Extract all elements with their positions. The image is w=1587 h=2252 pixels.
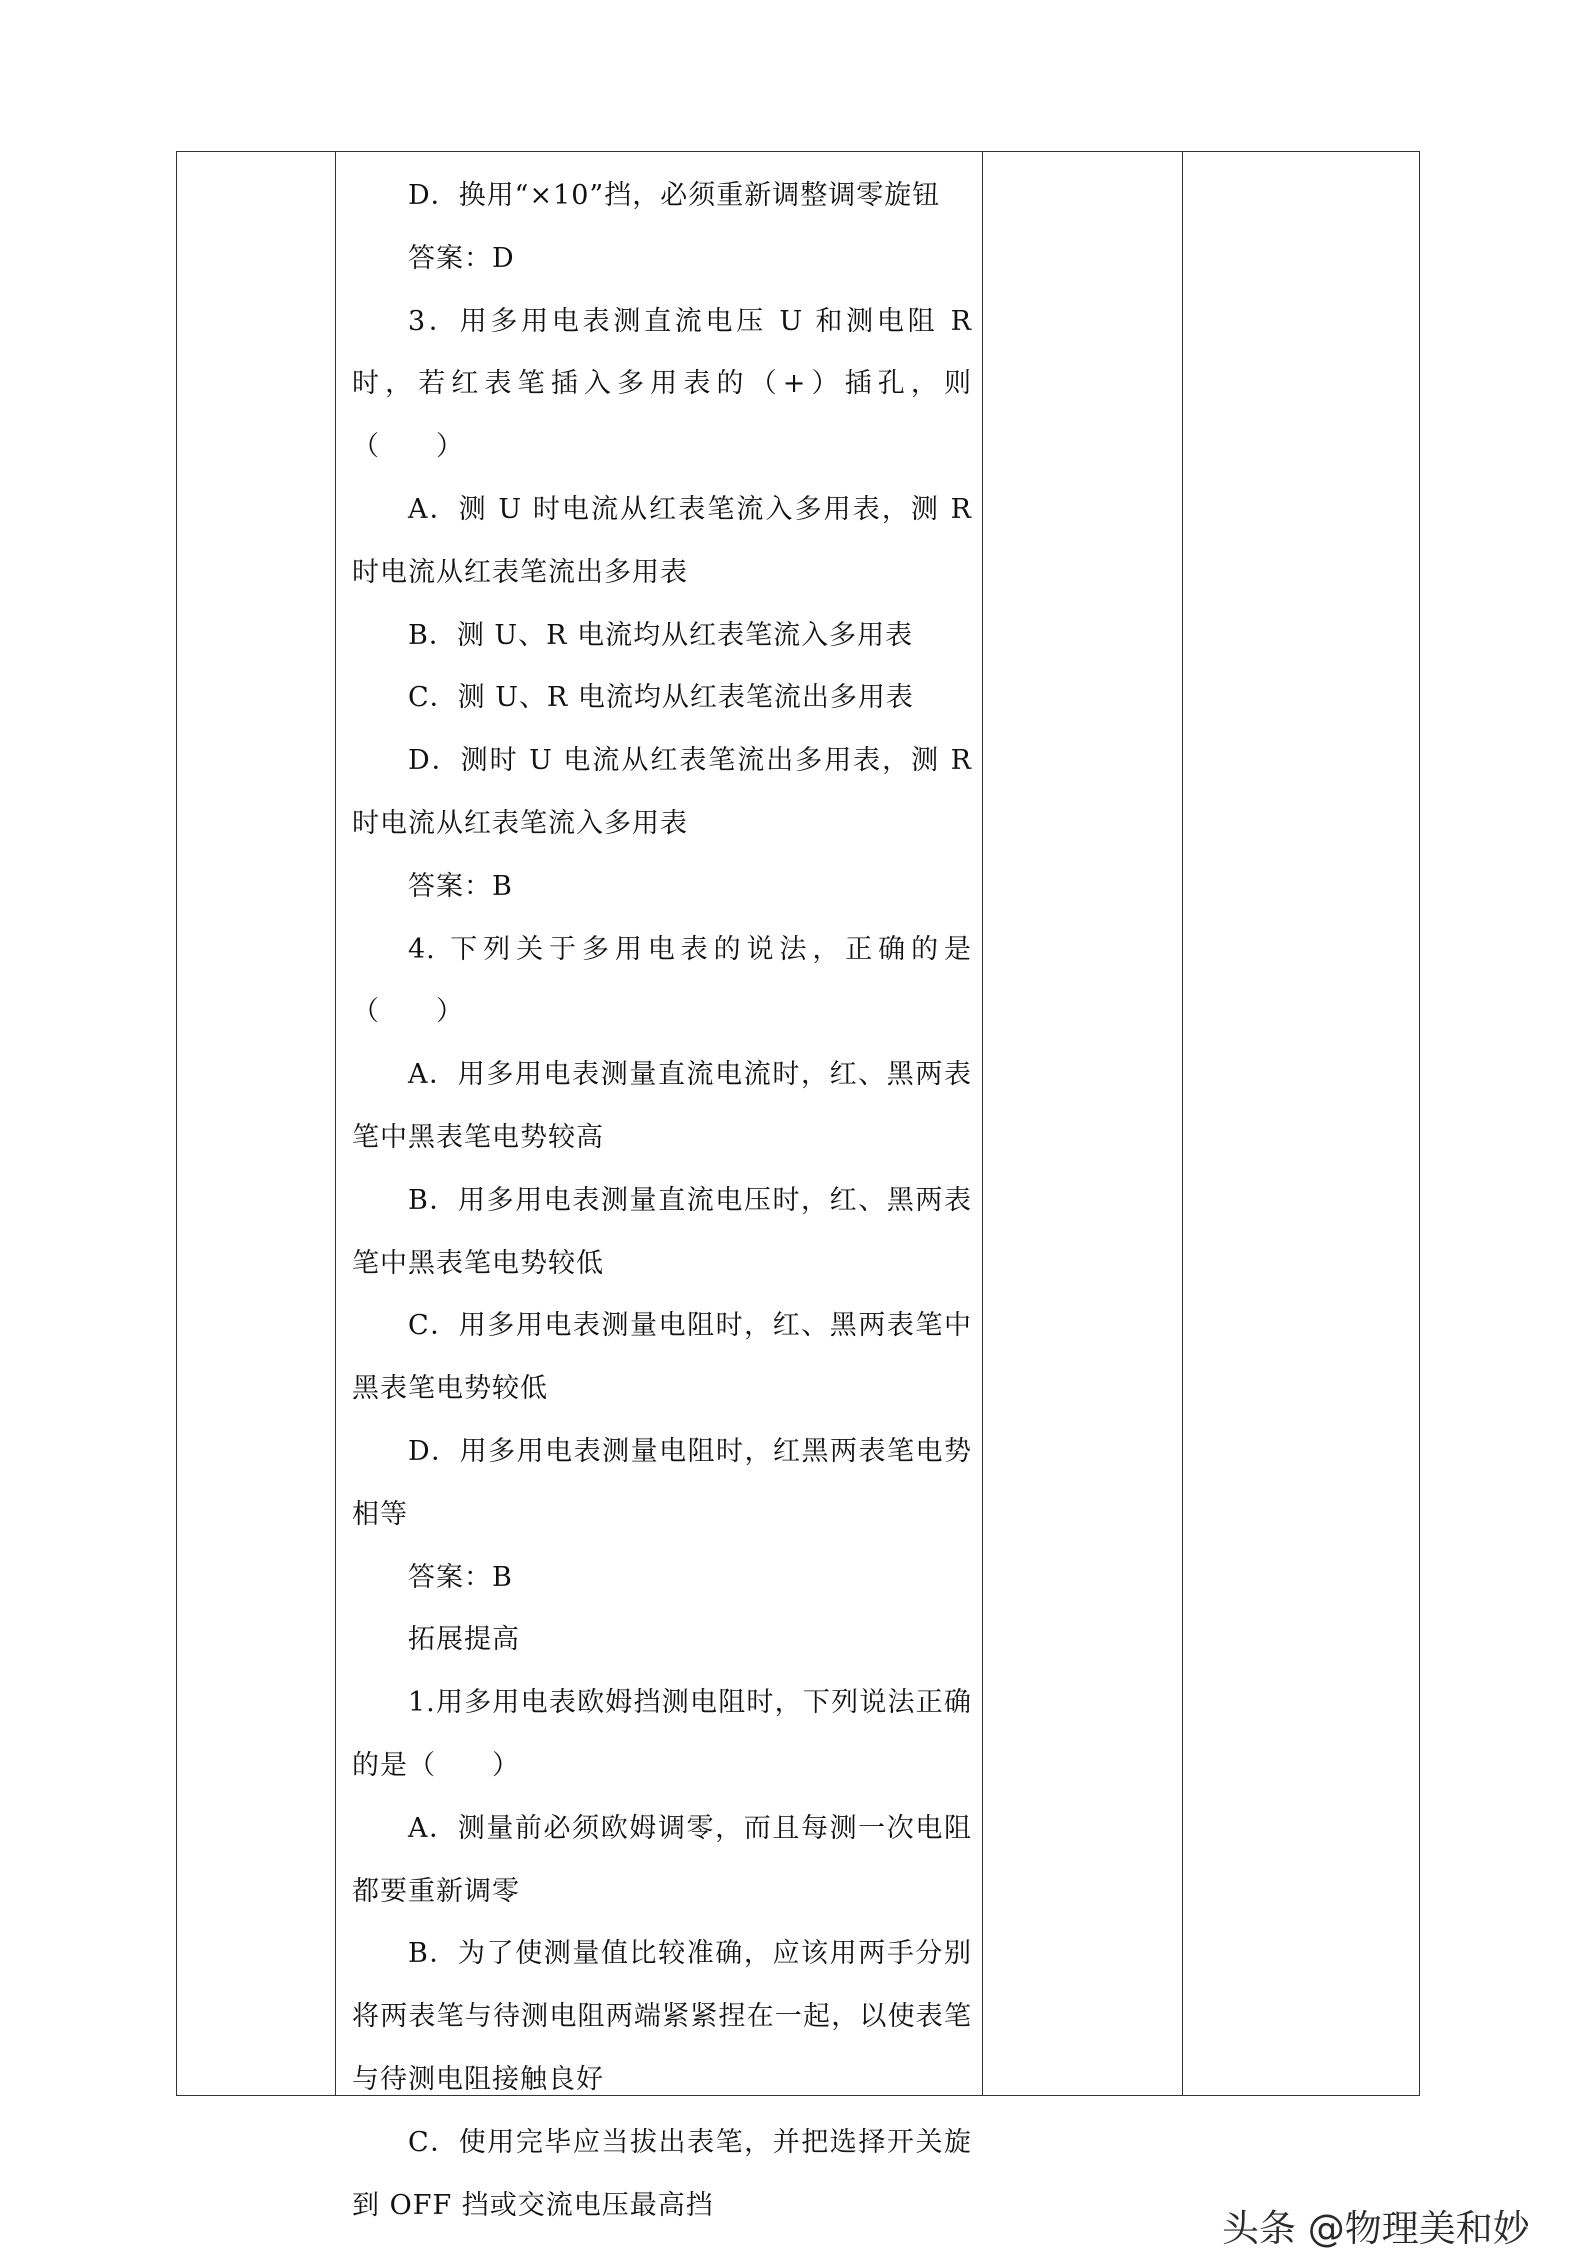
paragraph: 1.用多用电表欧姆挡测电阻时，下列说法正确的是（ ） — [352, 1687, 972, 1781]
paragraph: D．测时 U 电流从红表笔流出多用表，测 R 时电流从红表笔流入多用表 — [352, 745, 972, 839]
watermark: 头条 @物理美和妙 — [1222, 2207, 1530, 2250]
paragraph: A．测 U 时电流从红表笔流入多用表，测 R 时电流从红表笔流出多用表 — [352, 493, 972, 588]
paragraph: C．测 U、R 电流均从红表笔流出多用表 — [408, 682, 914, 714]
paragraph: 4. 下列关于多用电表的说法，正确的是（ ） — [352, 933, 972, 1028]
paragraph: 拓展提高 — [408, 1624, 520, 1656]
paragraph: A．测量前必须欧姆调零，而且每测一次电阻都要重新调零 — [352, 1812, 972, 1907]
paragraph: D．用多用电表测量电阻时，红黑两表笔电势相等 — [352, 1435, 972, 1530]
paragraph: 答案：B — [408, 870, 513, 902]
paragraph: C．用多用电表测量电阻时，红、黑两表笔中黑表笔电势较低 — [352, 1310, 972, 1405]
question-cell — [352, 165, 972, 2237]
paragraph: 3．用多用电表测直流电压 U 和测电阻 R 时，若红表笔插入多用表的（+）插孔，则（ ） — [352, 305, 972, 463]
paragraph: D．换用“×10”挡，必须重新调整调零旋钮 — [408, 180, 941, 211]
paragraph: B．为了使测量值比较准确，应该用两手分别将两表笔与待测电阻两端紧紧捏在一起，以使表笔与待测电阻接触良好 — [352, 1938, 972, 2095]
paragraph: B．测 U、R 电流均从红表笔流入多用表 — [408, 619, 914, 651]
paragraph: 答案：B — [408, 1561, 513, 1593]
paragraph: B．用多用电表测量直流电压时，红、黑两表笔中黑表笔电势较低 — [352, 1184, 972, 1279]
paragraph: C．使用完毕应当拔出表笔，并把选择开关旋到 OFF 挡或交流电压最高挡 — [352, 2126, 972, 2221]
paragraph: A．用多用电表测量直流电流时，红、黑两表笔中黑表笔电势较高 — [352, 1059, 972, 1153]
paragraph: 答案：D — [408, 242, 515, 274]
